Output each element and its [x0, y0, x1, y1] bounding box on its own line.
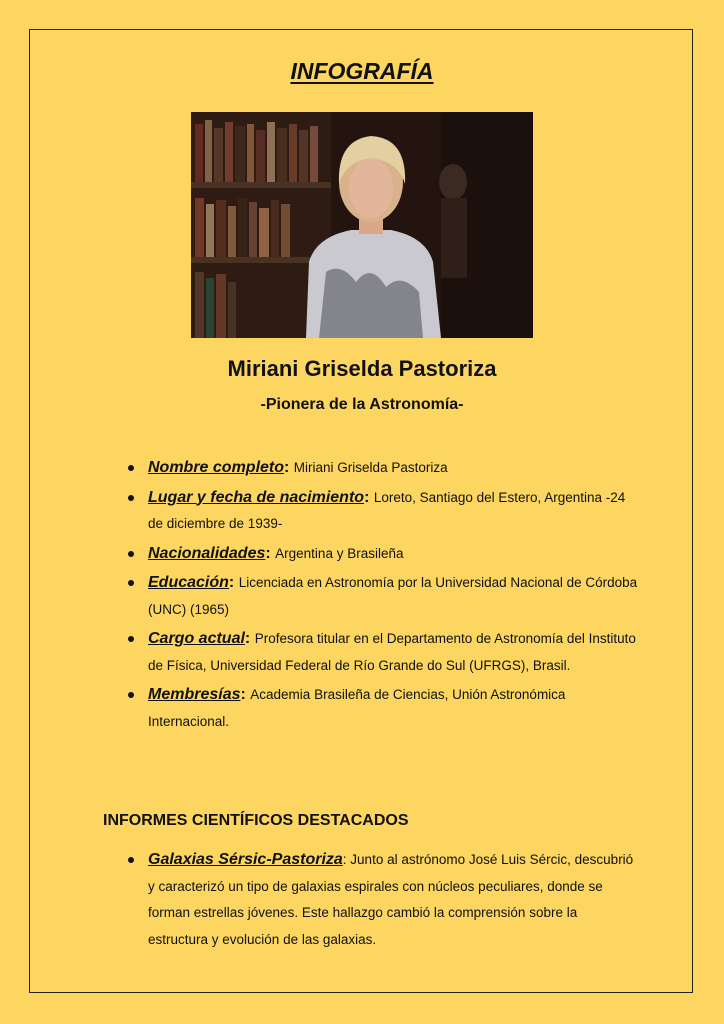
bio-item: Educación: Licenciada en Astronomía por la Universidad Nacional de Córdoba (UNC) (1965) [120, 570, 640, 623]
report-item: Galaxias Sérsic-Pastoriza: Junto al astrónomo José Luis Sércic, descubrió y caracterizó un tipo de galaxias espirales con núcleos peculiares, donde se forman estrellas jóvenes. Este hallazgo cambió la comprensión sobre la estructura y evolución de las galaxias. [120, 847, 640, 953]
bio-value: Profesora titular en el Departamento de Astronomía del Instituto de Física, Universidad Federal de Río Grande do Sul (UFRGS), Brasil. [148, 631, 636, 673]
page-title: INFOGRAFÍA [290, 58, 434, 84]
reports-heading: INFORMES CIENTÍFICOS DESTACADOS [103, 812, 409, 829]
reports-list [120, 847, 640, 956]
bio-label: Educación [148, 574, 229, 591]
bio-value: Licenciada en Astronomía por la Universidad Nacional de Córdoba (UNC) (1965) [148, 575, 638, 617]
bio-value: Loreto, Santiago del Estero, Argentina -24 de diciembre de 1939- [148, 489, 626, 531]
bullet-icon [128, 692, 134, 698]
bio-item: Membresías: Academia Brasileña de Ciencias, Unión Astronómica Internacional. [120, 682, 640, 735]
bio-label: Nacionalidades [148, 544, 266, 562]
bio-item: Lugar y fecha de nacimiento: Loreto, Santiago del Estero, Argentina -24 de diciembre de 1939- [120, 485, 640, 538]
bullet-icon [128, 551, 134, 557]
bio-item: Nacionalidades: Argentina y Brasileña [120, 541, 640, 568]
bullet-icon [128, 495, 134, 501]
bio-item: Cargo actual: Profesora titular en el Departamento de Astronomía del Instituto de Física, Universidad Federal de Río Grande do Sul (UFRGS), Brasil. [120, 626, 640, 679]
bullet-icon [128, 636, 134, 642]
report-text: Junto al astrónomo José Luis Sércic, descubrió y caracterizó un tipo de galaxias espirales con núcleos peculiares, donde se forman estrellas jóvenes. Este hallazgo cambió la comprensión sobre la estructura y evolución de las galaxias. [148, 852, 634, 947]
report-label: Galaxias Sérsic-Pastoriza [148, 851, 343, 868]
bio-value: Academia Brasileña de Ciencias, Unión Astronómica Internacional. [148, 687, 566, 729]
bio-value: Argentina y Brasileña [275, 545, 404, 561]
bullet-icon [128, 580, 134, 586]
bio-label: Lugar y fecha de nacimiento [148, 488, 365, 506]
bio-label: Cargo actual [148, 630, 245, 647]
bullet-icon [128, 465, 134, 471]
person-subtitle: -Pionera de la Astronomía- [260, 396, 464, 413]
bio-label: Nombre completo [148, 459, 285, 476]
bio-item: Nombre completo: Miriani Griselda Pastoriza [120, 455, 640, 482]
bio-list [120, 455, 640, 738]
bio-label: Membresías [148, 686, 241, 703]
bullet-icon [128, 857, 134, 863]
person-name: Miriani Griselda Pastoriza [227, 356, 497, 381]
portrait-photo [191, 112, 533, 338]
bio-value: Miriani Griselda Pastoriza [293, 460, 448, 475]
